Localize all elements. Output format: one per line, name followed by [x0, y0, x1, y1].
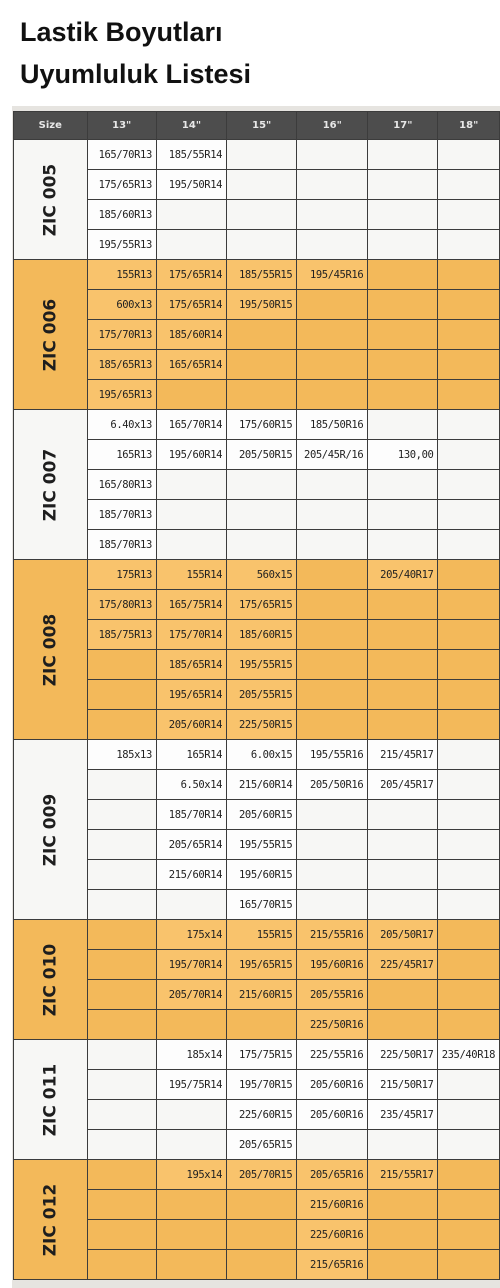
- tire-size-cell: 205/60R16: [297, 1100, 368, 1130]
- group-label: ZIC 011: [40, 1063, 61, 1136]
- tire-size-cell: [156, 1130, 226, 1160]
- tire-size-cell: 205/55R16: [297, 980, 368, 1010]
- tire-size-cell: 175x14: [156, 920, 226, 950]
- tire-size-cell: 165R14: [156, 740, 226, 770]
- tire-size-cell: 215/55R17: [368, 1160, 438, 1190]
- tire-size-cell: 185x14: [156, 1040, 226, 1070]
- tire-size-cell: [156, 1220, 226, 1250]
- tire-size-cell: [87, 950, 156, 980]
- tire-size-cell: [297, 890, 368, 920]
- tire-size-cell: [368, 260, 438, 290]
- column-header-13: 13": [87, 112, 156, 140]
- tire-size-cell: 175/70R14: [156, 620, 226, 650]
- tire-size-cell: 560x15: [227, 560, 297, 590]
- tire-size-cell: [87, 980, 156, 1010]
- table-row: [14, 410, 500, 440]
- table-header: [14, 112, 500, 140]
- tire-size-cell: [156, 470, 226, 500]
- tire-size-cell: [368, 860, 438, 890]
- tire-size-cell: 185/65R13: [87, 350, 156, 380]
- tire-size-cell: [368, 410, 438, 440]
- tire-size-cell: 195/60R14: [156, 440, 226, 470]
- tire-size-cell: 225/45R17: [368, 950, 438, 980]
- table-row: [14, 710, 500, 740]
- tire-size-cell: [368, 890, 438, 920]
- tire-size-cell: [87, 1220, 156, 1250]
- tire-size-cell: [87, 1100, 156, 1130]
- tire-size-cell: [438, 470, 500, 500]
- tire-size-cell: 205/45R/16: [297, 440, 368, 470]
- tire-size-cell: 185/55R14: [156, 140, 226, 170]
- table-row: [14, 560, 500, 590]
- tire-size-cell: [297, 230, 368, 260]
- table-row: [14, 530, 500, 560]
- tire-size-cell: 165R13: [87, 440, 156, 470]
- tire-size-cell: 195/50R15: [227, 290, 297, 320]
- tire-size-cell: 225/50R15: [227, 710, 297, 740]
- tire-size-cell: [297, 1130, 368, 1160]
- tire-size-cell: [438, 200, 500, 230]
- tire-size-cell: 6.40x13: [87, 410, 156, 440]
- size-group: [14, 1160, 500, 1280]
- tire-size-cell: [297, 560, 368, 590]
- tire-size-cell: [438, 830, 500, 860]
- table-row: [14, 860, 500, 890]
- tire-size-cell: [368, 980, 438, 1010]
- tire-size-cell: [297, 200, 368, 230]
- tire-size-cell: [368, 590, 438, 620]
- tire-size-cell: [438, 920, 500, 950]
- tire-size-cell: [438, 650, 500, 680]
- tire-size-cell: 185/70R13: [87, 530, 156, 560]
- tire-size-cell: [438, 1010, 500, 1040]
- tire-size-cell: [368, 1220, 438, 1250]
- tire-size-cell: 175/60R15: [227, 410, 297, 440]
- tire-size-cell: [87, 1070, 156, 1100]
- size-group: [14, 1040, 500, 1160]
- tire-size-cell: [227, 140, 297, 170]
- tire-size-cell: 195/65R14: [156, 680, 226, 710]
- table-row: [14, 500, 500, 530]
- tire-size-cell: [156, 1100, 226, 1130]
- group-label-cell: [14, 1040, 88, 1160]
- tire-size-cell: [368, 140, 438, 170]
- tire-size-cell: 165/70R15: [227, 890, 297, 920]
- group-label: ZIC 005: [40, 163, 61, 236]
- tire-size-cell: 195/55R16: [297, 740, 368, 770]
- tire-size-cell: [368, 530, 438, 560]
- tire-size-cell: [438, 890, 500, 920]
- group-label: ZIC 007: [40, 448, 61, 521]
- page-title-line-2: Uyumluluk Listesi: [20, 59, 252, 89]
- tire-size-cell: [87, 710, 156, 740]
- tire-size-cell: 205/65R15: [227, 1130, 297, 1160]
- tire-size-cell: 195/70R15: [227, 1070, 297, 1100]
- tire-size-cell: [87, 1190, 156, 1220]
- tire-size-cell: [227, 230, 297, 260]
- tire-size-cell: [438, 350, 500, 380]
- tire-size-cell: [438, 1160, 500, 1190]
- tire-size-cell: [368, 1130, 438, 1160]
- tire-size-cell: [368, 170, 438, 200]
- tire-size-cell: [438, 170, 500, 200]
- tire-size-cell: 195/55R15: [227, 650, 297, 680]
- tire-size-cell: 130,00: [368, 440, 438, 470]
- group-label: ZIC 006: [40, 298, 61, 371]
- tire-size-cell: [438, 290, 500, 320]
- tire-size-cell: [156, 1010, 226, 1040]
- tire-size-cell: [438, 560, 500, 590]
- tire-size-cell: [368, 620, 438, 650]
- tire-size-cell: 185/75R13: [87, 620, 156, 650]
- tire-size-cell: 215/65R16: [297, 1250, 368, 1280]
- tire-size-cell: [368, 380, 438, 410]
- tire-size-cell: [297, 590, 368, 620]
- tire-size-cell: 195/55R15: [227, 830, 297, 860]
- tire-size-cell: 185/65R14: [156, 650, 226, 680]
- column-header-18: 18": [438, 112, 500, 140]
- tire-size-cell: [297, 860, 368, 890]
- tire-size-cell: [297, 470, 368, 500]
- size-group: [14, 740, 500, 920]
- table-row: [14, 590, 500, 620]
- tire-size-cell: [297, 530, 368, 560]
- tire-size-cell: [87, 800, 156, 830]
- tire-size-cell: [368, 710, 438, 740]
- tire-size-cell: [227, 200, 297, 230]
- tire-size-cell: 225/55R16: [297, 1040, 368, 1070]
- tire-size-cell: 195/50R14: [156, 170, 226, 200]
- tire-size-cell: 155R14: [156, 560, 226, 590]
- tire-size-cell: 6.50x14: [156, 770, 226, 800]
- tire-size-cell: [438, 590, 500, 620]
- tire-size-cell: [438, 320, 500, 350]
- tire-size-cell: [438, 800, 500, 830]
- tire-size-cell: 175/65R14: [156, 260, 226, 290]
- tire-size-cell: [156, 500, 226, 530]
- tire-size-cell: [368, 470, 438, 500]
- tire-size-cell: 205/55R15: [227, 680, 297, 710]
- tire-size-cell: [297, 350, 368, 380]
- tire-size-cell: [438, 230, 500, 260]
- tire-size-cell: 195/45R16: [297, 260, 368, 290]
- tire-size-cell: 175R13: [87, 560, 156, 590]
- tire-size-cell: 195/60R15: [227, 860, 297, 890]
- tire-size-cell: 185/60R13: [87, 200, 156, 230]
- tire-size-cell: [438, 1190, 500, 1220]
- tire-size-cell: 225/50R17: [368, 1040, 438, 1070]
- size-group: [14, 140, 500, 260]
- tire-size-cell: [227, 530, 297, 560]
- tire-size-cell: [227, 380, 297, 410]
- group-label: ZIC 008: [40, 613, 61, 686]
- tire-size-cell: 185/70R14: [156, 800, 226, 830]
- tire-size-cell: [438, 500, 500, 530]
- tire-size-cell: 165/70R13: [87, 140, 156, 170]
- tire-size-cell: [156, 1250, 226, 1280]
- tire-size-cell: 175/65R13: [87, 170, 156, 200]
- table-row: [14, 680, 500, 710]
- tire-size-cell: [87, 1250, 156, 1280]
- tire-size-cell: [438, 680, 500, 710]
- tire-size-cell: [297, 290, 368, 320]
- tire-size-cell: [87, 1160, 156, 1190]
- tire-size-cell: 235/40R18: [438, 1040, 500, 1070]
- tire-size-cell: [297, 500, 368, 530]
- table-row: [14, 890, 500, 920]
- tire-size-cell: [227, 1250, 297, 1280]
- tire-size-cell: [297, 680, 368, 710]
- column-header-size: Size: [14, 112, 88, 140]
- tire-size-cell: [368, 290, 438, 320]
- tire-size-cell: 185/55R15: [227, 260, 297, 290]
- tire-size-cell: [438, 740, 500, 770]
- tire-size-cell: [297, 710, 368, 740]
- table-row: [14, 230, 500, 260]
- tire-size-cell: [227, 350, 297, 380]
- tire-size-cell: 205/65R14: [156, 830, 226, 860]
- table-row: [14, 260, 500, 290]
- size-group: [14, 560, 500, 740]
- tire-size-cell: [438, 980, 500, 1010]
- tire-size-cell: [87, 1040, 156, 1070]
- tire-size-cell: [368, 830, 438, 860]
- tire-size-cell: 195/65R15: [227, 950, 297, 980]
- tire-size-cell: [227, 470, 297, 500]
- tire-size-cell: 205/60R15: [227, 800, 297, 830]
- tire-size-cell: [368, 350, 438, 380]
- tire-size-cell: [438, 1070, 500, 1100]
- tire-size-cell: 185/70R13: [87, 500, 156, 530]
- group-label-cell: [14, 410, 88, 560]
- tire-size-cell: 215/55R16: [297, 920, 368, 950]
- tire-size-cell: 205/60R14: [156, 710, 226, 740]
- tire-size-cell: [438, 620, 500, 650]
- table-row: [14, 290, 500, 320]
- table-row: [14, 1040, 500, 1070]
- tire-size-cell: [227, 500, 297, 530]
- size-group: [14, 410, 500, 560]
- tire-size-cell: 195/65R13: [87, 380, 156, 410]
- tire-size-cell: [368, 230, 438, 260]
- tire-size-cell: 205/65R16: [297, 1160, 368, 1190]
- table-row: [14, 770, 500, 800]
- tire-size-cell: [297, 830, 368, 860]
- tire-size-cell: [368, 200, 438, 230]
- tire-size-cell: [368, 800, 438, 830]
- tire-size-cell: 175/65R15: [227, 590, 297, 620]
- tire-size-cell: 215/45R17: [368, 740, 438, 770]
- tire-size-cell: [297, 800, 368, 830]
- table-row: [14, 1010, 500, 1040]
- tire-size-cell: 165/80R13: [87, 470, 156, 500]
- tire-size-cell: 185/50R16: [297, 410, 368, 440]
- tire-size-cell: [87, 770, 156, 800]
- tire-size-cell: 165/75R14: [156, 590, 226, 620]
- table-row: [14, 350, 500, 380]
- tire-size-cell: 205/70R14: [156, 980, 226, 1010]
- column-header-14: 14": [156, 112, 226, 140]
- table-row: [14, 1160, 500, 1190]
- column-header-17: 17": [368, 112, 438, 140]
- tire-size-cell: 205/50R17: [368, 920, 438, 950]
- tire-size-cell: [297, 140, 368, 170]
- tire-size-cell: 215/50R17: [368, 1070, 438, 1100]
- tire-size-cell: [438, 1100, 500, 1130]
- tire-size-cell: [438, 710, 500, 740]
- tire-size-cell: [227, 1220, 297, 1250]
- tire-size-cell: [438, 140, 500, 170]
- tire-size-cell: [438, 1220, 500, 1250]
- tire-size-cell: [438, 440, 500, 470]
- tire-size-cell: 175/70R13: [87, 320, 156, 350]
- tire-size-cell: 215/60R16: [297, 1190, 368, 1220]
- size-group: [14, 260, 500, 410]
- table-row: [14, 440, 500, 470]
- tire-size-cell: [297, 620, 368, 650]
- size-group: [14, 920, 500, 1040]
- tire-size-cell: 195/60R16: [297, 950, 368, 980]
- tire-size-cell: [156, 200, 226, 230]
- group-label: ZIC 010: [40, 943, 61, 1016]
- tire-size-cell: 185/60R14: [156, 320, 226, 350]
- tire-size-cell: 155R15: [227, 920, 297, 950]
- table-row: [14, 920, 500, 950]
- tire-size-cell: 195/55R13: [87, 230, 156, 260]
- tire-size-cell: [87, 1010, 156, 1040]
- group-label-cell: [14, 920, 88, 1040]
- tire-size-cell: [156, 1190, 226, 1220]
- tire-size-cell: [227, 1190, 297, 1220]
- tire-size-cell: [438, 860, 500, 890]
- tire-size-cell: [227, 1010, 297, 1040]
- tire-size-cell: 195/75R14: [156, 1070, 226, 1100]
- group-label: ZIC 012: [40, 1183, 61, 1256]
- tire-size-cell: [368, 500, 438, 530]
- tire-size-cell: 215/60R14: [227, 770, 297, 800]
- tire-size-cell: [368, 1010, 438, 1040]
- tire-size-cell: [368, 680, 438, 710]
- table-row: [14, 1130, 500, 1160]
- column-header-16: 16": [297, 112, 368, 140]
- table-row: [14, 1250, 500, 1280]
- tire-size-cell: 225/60R15: [227, 1100, 297, 1130]
- tire-size-cell: 235/45R17: [368, 1100, 438, 1130]
- table-row: [14, 380, 500, 410]
- tire-size-cell: 165/70R14: [156, 410, 226, 440]
- tire-size-cell: 175/65R14: [156, 290, 226, 320]
- table-row: [14, 140, 500, 170]
- tire-size-cell: [438, 1130, 500, 1160]
- tire-size-cell: 175/80R13: [87, 590, 156, 620]
- tire-size-cell: [438, 950, 500, 980]
- tire-size-cell: [297, 170, 368, 200]
- tire-size-cell: [87, 890, 156, 920]
- tire-size-cell: 205/40R17: [368, 560, 438, 590]
- tire-size-table: [13, 111, 500, 1280]
- group-label-cell: [14, 560, 88, 740]
- page-title-line-1: Lastik Boyutları: [20, 17, 223, 47]
- group-label-cell: [14, 740, 88, 920]
- tire-size-cell: 205/50R15: [227, 440, 297, 470]
- tire-size-cell: [438, 530, 500, 560]
- group-label: ZIC 009: [40, 793, 61, 866]
- tire-size-cell: [438, 260, 500, 290]
- tire-size-cell: [438, 770, 500, 800]
- tire-size-cell: [368, 650, 438, 680]
- tire-size-cell: [438, 410, 500, 440]
- tire-size-cell: [368, 320, 438, 350]
- tire-size-cell: [297, 650, 368, 680]
- tire-size-cell: 225/60R16: [297, 1220, 368, 1250]
- tire-size-cell: [87, 1130, 156, 1160]
- tire-size-cell: [297, 320, 368, 350]
- tire-size-cell: 205/50R16: [297, 770, 368, 800]
- tire-size-cell: 185x13: [87, 740, 156, 770]
- tire-size-cell: 6.00x15: [227, 740, 297, 770]
- tire-size-cell: [438, 1250, 500, 1280]
- column-header-15: 15": [227, 112, 297, 140]
- tire-size-cell: 225/50R16: [297, 1010, 368, 1040]
- tire-size-cell: [156, 380, 226, 410]
- tire-size-cell: [156, 890, 226, 920]
- tire-size-cell: 185/60R15: [227, 620, 297, 650]
- tire-size-cell: 205/60R16: [297, 1070, 368, 1100]
- tire-size-cell: [87, 680, 156, 710]
- tire-size-cell: 195/70R14: [156, 950, 226, 980]
- tire-size-cell: [156, 530, 226, 560]
- tire-size-cell: [87, 650, 156, 680]
- group-label-cell: [14, 140, 88, 260]
- tire-size-cell: [227, 320, 297, 350]
- group-label-cell: [14, 260, 88, 410]
- tire-size-cell: [87, 920, 156, 950]
- tire-size-cell: 205/45R17: [368, 770, 438, 800]
- tire-size-cell: 165/65R14: [156, 350, 226, 380]
- tire-size-cell: 215/60R14: [156, 860, 226, 890]
- tire-size-cell: [368, 1190, 438, 1220]
- tire-size-cell: 175/75R15: [227, 1040, 297, 1070]
- tire-size-cell: 600x13: [87, 290, 156, 320]
- group-label-cell: [14, 1160, 88, 1280]
- tire-size-cell: [87, 830, 156, 860]
- tire-size-cell: 215/60R15: [227, 980, 297, 1010]
- tire-size-cell: [438, 380, 500, 410]
- tire-size-cell: [227, 170, 297, 200]
- tire-size-cell: 195x14: [156, 1160, 226, 1190]
- tire-size-cell: 155R13: [87, 260, 156, 290]
- tire-size-cell: [87, 860, 156, 890]
- tire-size-cell: [156, 230, 226, 260]
- tire-size-cell: 205/70R15: [227, 1160, 297, 1190]
- tire-size-cell: [368, 1250, 438, 1280]
- table-row: [14, 740, 500, 770]
- tire-size-cell: [297, 380, 368, 410]
- header-row: [14, 112, 500, 140]
